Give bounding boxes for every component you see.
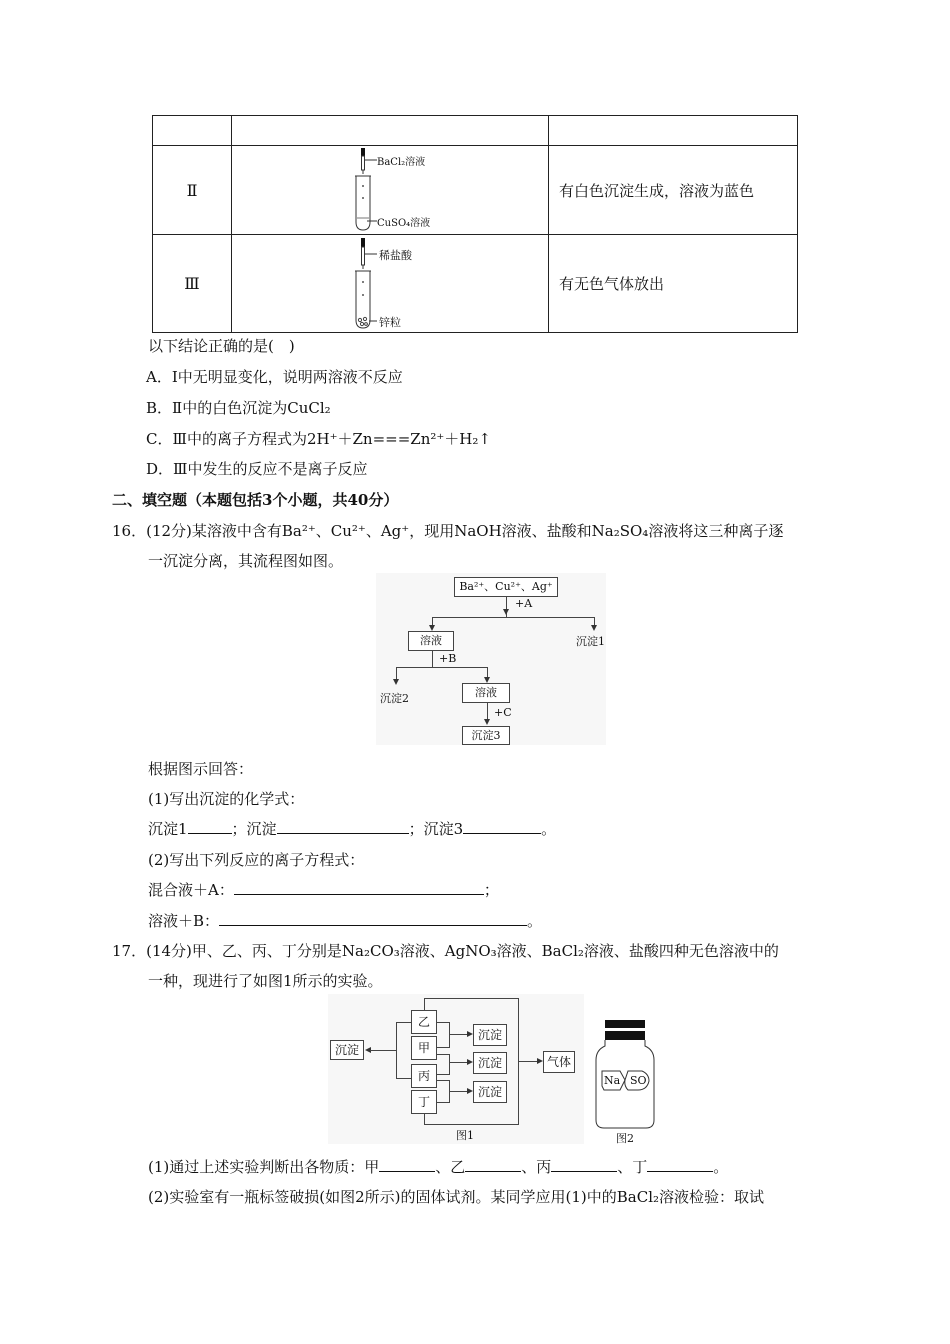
ding-prompt: 、丁 [617,1158,648,1176]
experiment-observation [549,116,798,146]
label-fragment-so: SO [630,1074,647,1087]
period: 。 [541,820,557,838]
figure-2-caption: 图2 [616,1132,634,1145]
reagent-box-ding: 丁 [411,1090,437,1114]
test-tube-diagram [352,238,472,330]
precipitate-3-box: 沉淀3 [462,726,510,745]
question-stem: 以下结论正确的是( ) [148,337,295,355]
question-16-line1 [112,520,783,541]
solution-box-2: 溶液 [462,683,510,703]
equation-2-blank[interactable] [219,911,527,926]
experiment-number [153,116,232,146]
equation-1-blank[interactable] [234,880,484,895]
yi-prompt: 、乙 [435,1158,466,1176]
table-row [153,235,798,333]
reagent-box-yi: 乙 [411,1010,437,1034]
add-c-label: +C [494,706,512,719]
table-row [153,146,798,235]
period: 。 [713,1158,729,1176]
precipitate-1-label: 沉淀1 [576,635,605,648]
precipitate-3-prompt: ；沉淀3 [408,820,464,838]
precipitate-answer-line [148,818,556,839]
tube-label: CuSO₄溶液 [377,218,431,229]
solution-box-1: 溶液 [408,631,454,651]
question-16-line2: 一沉淀分离，其流程图如图。 [148,552,344,570]
equation-1-line [148,879,499,900]
option-d [146,458,368,479]
option-label: A． [146,368,172,386]
equation-2-label: 溶液＋B： [148,912,220,930]
figure-1-caption: 图1 [456,1129,474,1142]
question-text: (12分)某溶液中含有Ba²⁺、Cu²⁺、Ag⁺，现用NaOH溶液、盐酸和Na₂SO₄溶液将这三种离子逐 [146,522,784,540]
flow-start-box: Ba²⁺、Cu²⁺、Ag⁺ [454,577,558,597]
precipitate-2-label: 沉淀2 [380,692,409,705]
reagent-box-jia: 甲 [411,1036,437,1060]
semicolon: ； [483,881,499,899]
add-b-label: +B [439,652,457,665]
question-17-line1 [112,940,779,961]
question-number: 17． [112,942,147,960]
section-title: 二、填空题（本题包括3个小题，共40分） [112,491,399,509]
option-label: C． [146,430,173,448]
flowchart-figure [376,573,606,745]
option-b [146,397,331,418]
question-text: (14分)甲、乙、丙、丁分别是Na₂CO₃溶液、AgNO₃溶液、BaCl₂溶液、盐酸四种无色溶液中的 [146,942,779,960]
question-17-line2: 一种，现进行了如图1所示的实验。 [148,972,383,990]
ding-blank[interactable] [647,1157,713,1172]
precipitate-1-prompt: 沉淀1 [148,820,188,838]
bing-blank[interactable] [551,1157,617,1172]
label-fragment-na: Na [604,1074,621,1087]
option-text: Ⅲ中的离子方程式为2H⁺＋Zn===Zn²⁺＋H₂↑ [172,430,491,448]
add-a-label: +A [515,597,533,610]
experiment-number: Ⅱ [153,146,232,235]
experiment-number: Ⅲ [153,235,232,333]
precipitate-box: 沉淀 [473,1024,507,1046]
test-tube-diagram [352,148,472,232]
experiment-apparatus [232,116,549,146]
experiment-apparatus [232,235,549,333]
experiment-observation: 有无色气体放出 [549,235,798,333]
sub-question-text: (1)通过上述实验判断出各物质：甲 [148,1158,380,1176]
sub-question-1 [148,1156,728,1177]
bing-prompt: 、丙 [521,1158,552,1176]
dropper-label: 稀盐酸 [379,248,412,262]
precipitate-box: 沉淀 [473,1081,507,1103]
option-text: Ⅱ中的白色沉淀为CuCl₂ [172,399,331,417]
equation-1-label: 混合液＋A： [148,881,234,899]
precipitate-box: 沉淀 [473,1052,507,1074]
option-label: B． [146,399,173,417]
option-c [146,428,491,449]
sub-question-2: (2)实验室有一瓶标签破损(如图2所示)的固体试剂。某同学应用(1)中的BaCl₂溶液检验：取试 [148,1188,764,1206]
jia-blank[interactable] [379,1157,435,1172]
dropper-label: BaCl₂溶液 [377,157,426,168]
equation-2-line [148,910,542,931]
precipitate-2-blank[interactable] [277,819,409,834]
option-text: Ⅰ中无明显变化，说明两溶液不反应 [171,368,403,386]
left-precipitate-box: 沉淀 [330,1040,364,1060]
yi-blank[interactable] [465,1157,521,1172]
experiment-observation: 有白色沉淀生成，溶液为蓝色 [549,146,798,235]
period: 。 [527,912,543,930]
answer-prompt: 根据图示回答： [148,760,254,778]
table-row [153,116,798,146]
figure-2 [594,1018,664,1144]
option-label: D． [146,460,174,478]
dropper-test-tube-icon [352,238,382,330]
precipitate-2-prompt: ；沉淀 [231,820,277,838]
precipitate-3-blank[interactable] [463,819,541,834]
question-number: 16． [112,522,147,540]
reagent-box-bing: 丙 [411,1064,437,1088]
experiment-table [152,115,798,333]
tube-label: 锌粒 [379,315,401,329]
precipitate-1-blank[interactable] [188,819,232,834]
option-a [146,366,403,387]
option-text: Ⅲ中发生的反应不是离子反应 [173,460,368,478]
experiment-apparatus [232,146,549,235]
figure-1 [328,994,584,1144]
gas-box: 气体 [543,1051,575,1073]
sub-question-1: (1)写出沉淀的化学式： [148,790,305,808]
sub-question-2: (2)写出下列反应的离子方程式： [148,851,365,869]
